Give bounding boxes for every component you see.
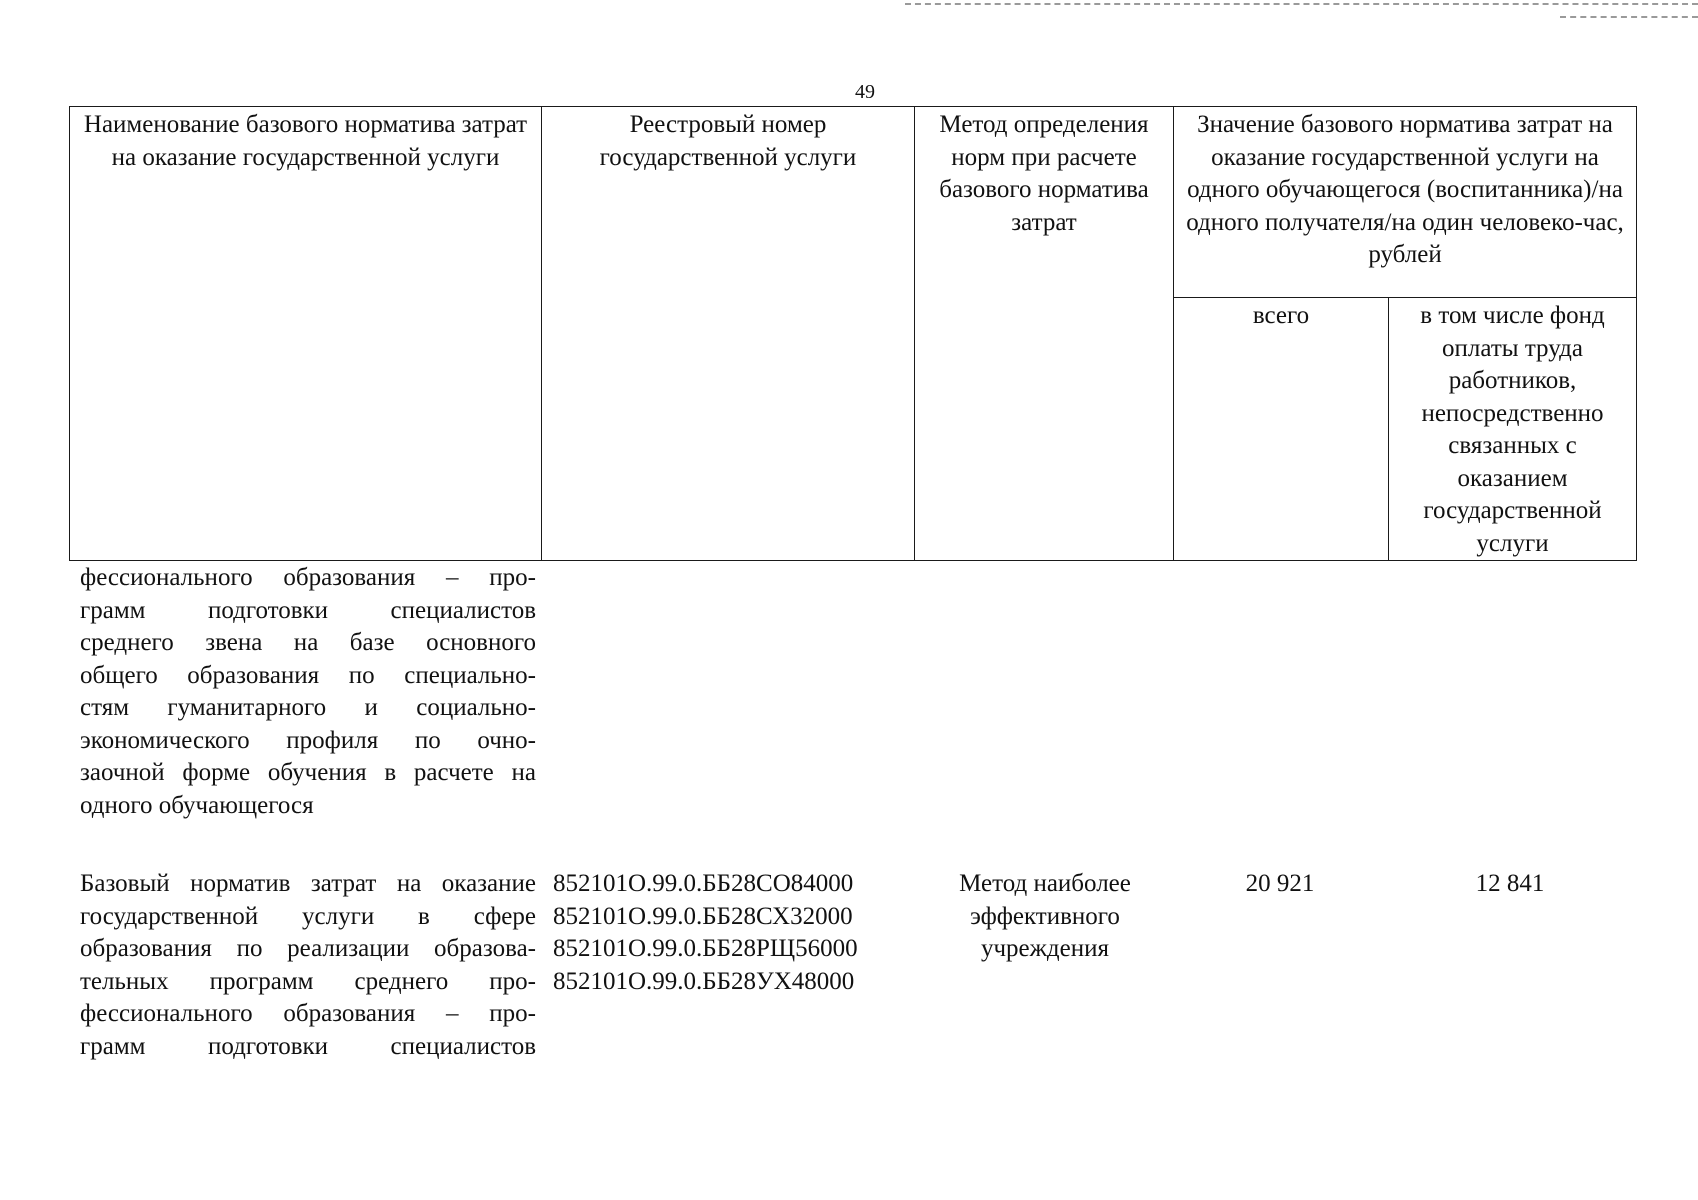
payroll-value: 12 841 xyxy=(1475,870,1545,897)
text-line: фессионального образования – про- xyxy=(80,1000,536,1027)
row-name-cell xyxy=(80,868,536,1063)
header-col-value: Значение базового норматива затрат на оказание государственной услуги на одного обучающегося (воспитанника)/на одного получателя/на один человеко-час, рублей xyxy=(1174,107,1637,298)
text-line: грамм подготовки специалистов xyxy=(80,1032,536,1060)
registry-number: 852101О.99.0.ББ28УХ48000 xyxy=(553,967,855,995)
text-line: стям гуманитарного и социально- xyxy=(80,694,536,721)
registry-number: 852101О.99.0.ББ28РЩ56000 xyxy=(553,935,858,962)
registry-number: 852101О.99.0.ББ28СХ32000 xyxy=(553,902,853,930)
scan-dashed-edge xyxy=(905,3,1698,5)
text-line: фессионального образования – про- xyxy=(80,564,536,591)
text-line: среднего звена на базе основного xyxy=(80,629,536,656)
method-cell xyxy=(925,868,1165,966)
method-line: Метод наиболее xyxy=(959,870,1131,897)
header-col-payroll: в том числе фонд оплаты труда работников, непосредственно связанных с оказанием государственной услуги xyxy=(1389,298,1637,561)
header-col-total: всего xyxy=(1174,298,1389,561)
text-line: заочной форме обучения в расчете на xyxy=(80,759,536,786)
text-line: экономического профиля по очно- xyxy=(80,726,536,754)
registry-number: 852101О.99.0.ББ28СО84000 xyxy=(553,870,854,897)
header-col-name: Наименование базового норматива затрат на оказание государственной услуги xyxy=(70,107,542,561)
continuation-text xyxy=(80,562,536,822)
header-table xyxy=(69,106,1637,561)
method-line: эффективного xyxy=(970,902,1120,930)
header-col-method: Метод определения норм при расчете базового норматива затрат xyxy=(915,107,1174,561)
method-line: учреждения xyxy=(980,935,1109,962)
registry-numbers-cell xyxy=(553,868,858,998)
text-line: образования по реализации образова- xyxy=(80,935,536,962)
text-line: общего образования по специально- xyxy=(80,661,536,689)
header-col-registry: Реестровый номер государственной услуги xyxy=(542,107,915,561)
total-value: 20 921 xyxy=(1245,870,1315,897)
text-line: грамм подготовки специалистов xyxy=(80,596,536,624)
scan-dashed-edge xyxy=(1560,16,1698,18)
text-line: одного обучающегося xyxy=(80,791,314,819)
page-number: 49 xyxy=(855,81,875,103)
text-line: тельных программ среднего про- xyxy=(80,967,536,995)
text-line: государственной услуги в сфере xyxy=(80,902,536,930)
text-line: Базовый норматив затрат на оказание xyxy=(80,870,536,897)
